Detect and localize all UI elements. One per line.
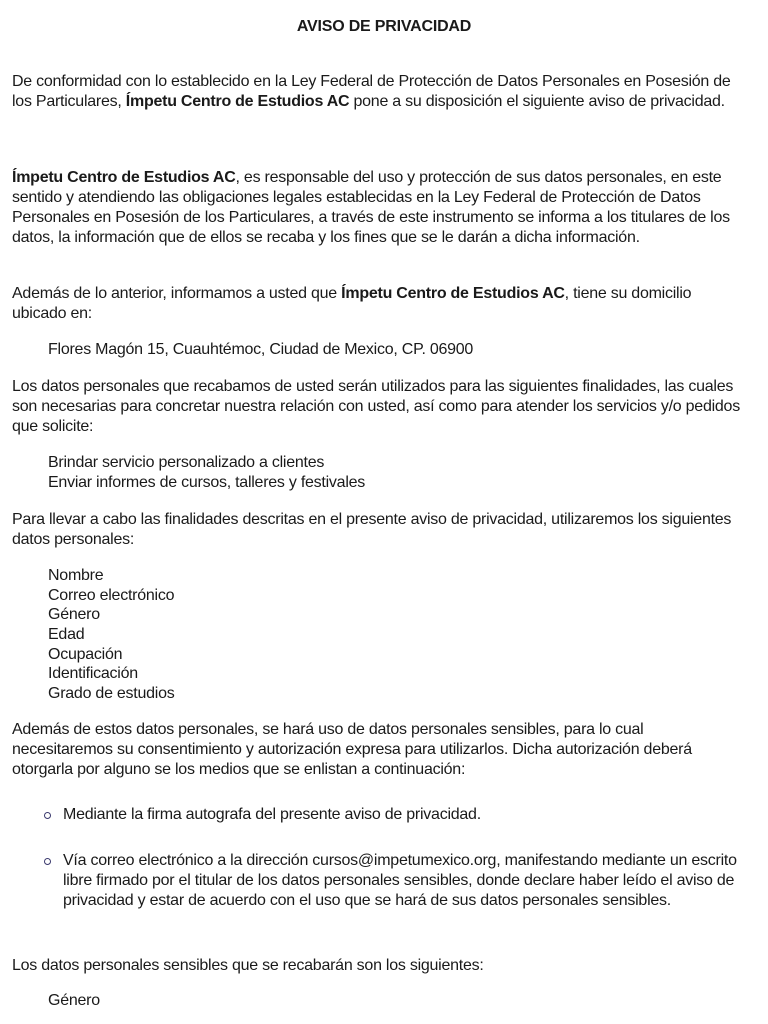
consent-means-text: Mediante la firma autografa del presente aviso de privacidad. — [63, 806, 481, 823]
responsibility-text: , es responsable del uso y protección de sus datos personales, en este sentido y atendiendo las obligaciones legales establecidas en la Ley Federal de Protección de Datos Personales en Posesión de los Particulares, a través de este instrumento se informa a los titulares de los datos, la información que de ellos se recaba y los fines que se le darán a dicha información. — [12, 169, 730, 246]
consent-means-item — [44, 805, 744, 825]
list-item: Ocupación — [48, 645, 123, 663]
list-item: Brindar servicio personalizado a clientes — [48, 454, 325, 471]
personal-data-list — [48, 566, 738, 704]
list-item: Género — [48, 606, 100, 624]
list-item: Identificación — [48, 665, 138, 683]
intro-paragraph — [12, 72, 747, 112]
domicile-text-before: Además de lo anterior, informamos a usted que — [12, 285, 342, 302]
page-title: AVISO DE PRIVACIDAD — [296, 18, 472, 35]
consent-means-item — [44, 851, 744, 911]
purposes-list — [48, 453, 738, 492]
list-item: Edad — [48, 626, 85, 644]
circle-bullet-icon — [44, 858, 51, 865]
circle-bullet-icon — [44, 812, 51, 819]
list-item: Género — [48, 992, 100, 1009]
list-item: Correo electrónico — [48, 586, 175, 604]
sensitive-paragraph: Además de estos datos personales, se hará uso de datos personales sensibles, para lo cual necesitaremos su consentimiento y autorización expresa para utilizarlos. Dicha autorización deberá otorgarla por alguno se los medios que se enlistan a continuación: — [12, 721, 692, 778]
purposes-paragraph: Los datos personales que recabamos de usted serán utilizados para las siguientes finalidades, las cuales son necesarias para concretar nuestra relación con usted, así como para atender los servicios y/o pedidos que solicite: — [12, 378, 740, 435]
responsibility-paragraph — [12, 168, 747, 248]
sensitive-data-list — [48, 991, 738, 1011]
company-name: Ímpetu Centro de Estudios AC — [125, 93, 350, 110]
intro-text-before: De conformidad con lo establecido en la Ley Federal de Protección de Datos Personales en Posesión de los Particulares, — [12, 73, 731, 110]
sensitive-list-paragraph: Los datos personales sensibles que se recabarán son los siguientes: — [12, 957, 484, 974]
address — [48, 340, 738, 360]
domicile-text-after: , tiene su domicilio ubicado en: — [12, 285, 692, 322]
domicile-paragraph — [12, 284, 747, 324]
personal-data-paragraph: Para llevar a cabo las finalidades descritas en el presente aviso de privacidad, utilizaremos los siguientes datos personales: — [12, 511, 732, 548]
list-item: Enviar informes de cursos, talleres y festivales — [48, 473, 366, 491]
address-text: Flores Magón 15, Cuauhtémoc, Ciudad de Mexico, CP. 06900 — [48, 341, 474, 358]
list-item: Nombre — [48, 567, 104, 584]
company-name: Ímpetu Centro de Estudios AC — [12, 169, 236, 186]
intro-text-after: pone a su disposición el siguiente aviso de privacidad. — [349, 93, 725, 110]
consent-means-text: Vía correo electrónico a la dirección cursos@impetumexico.org, manifestando mediante un escrito libre firmado por el titular de los datos personales sensibles, donde declare haber leído el aviso de privacidad y estar de acuerdo con el uso que se hará de sus datos personales sensibles. — [63, 852, 737, 909]
company-name: Ímpetu Centro de Estudios AC — [341, 285, 565, 302]
list-item: Grado de estudios — [48, 685, 175, 703]
